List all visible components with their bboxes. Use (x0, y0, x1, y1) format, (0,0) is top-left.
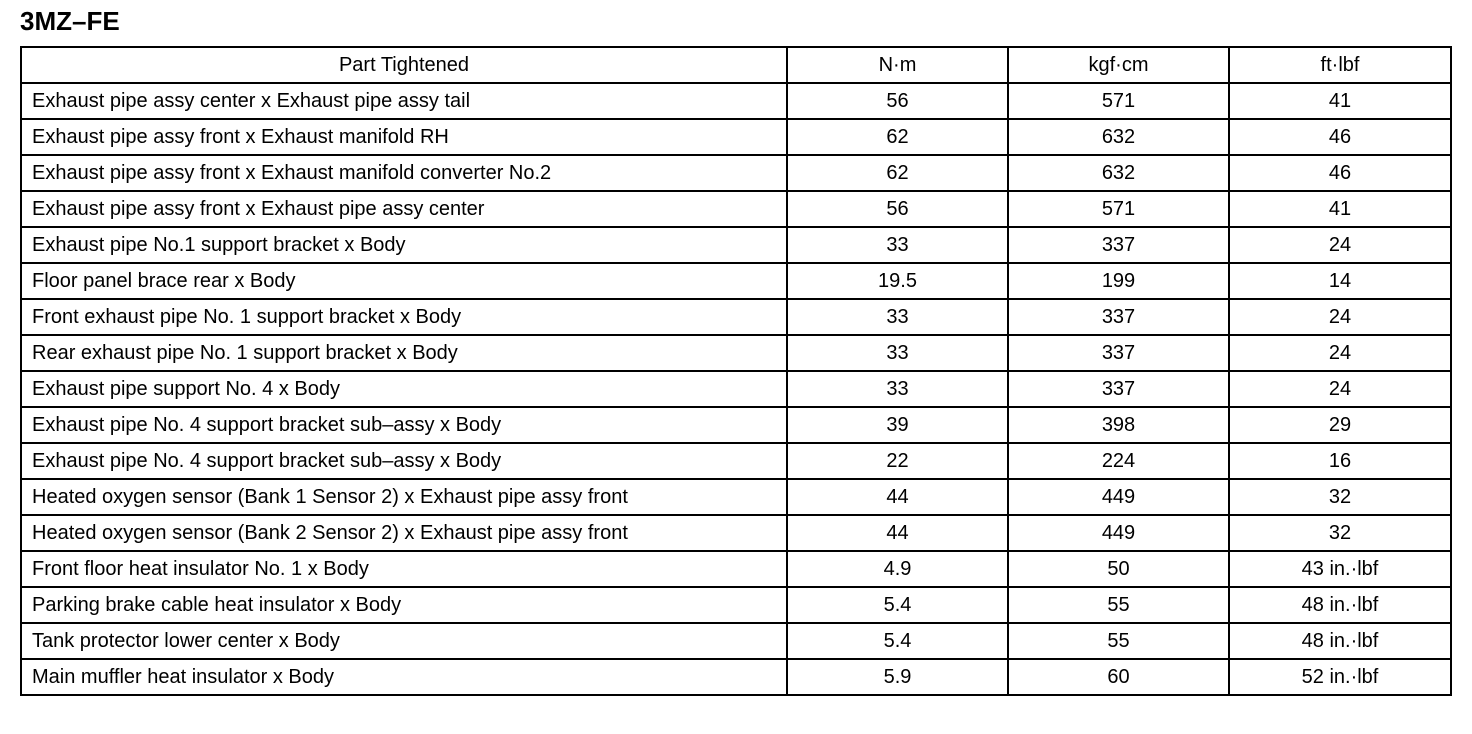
table-row (21, 479, 1451, 515)
table-row (21, 407, 1451, 443)
torque-specification-table (20, 46, 1452, 696)
cell-kgf-cm: 224 (1008, 443, 1229, 479)
cell-part-tightened: Front exhaust pipe No. 1 support bracket x Body (21, 299, 787, 335)
header-part-tightened: Part Tightened (21, 47, 787, 83)
cell-kgf-cm: 449 (1008, 515, 1229, 551)
cell-ft-lbf: 32 (1229, 479, 1451, 515)
cell-newton-meter: 5.9 (787, 659, 1008, 695)
cell-ft-lbf: 41 (1229, 191, 1451, 227)
cell-part-tightened: Exhaust pipe assy front x Exhaust manifold RH (21, 119, 787, 155)
table-row (21, 371, 1451, 407)
cell-newton-meter: 39 (787, 407, 1008, 443)
cell-ft-lbf: 16 (1229, 443, 1451, 479)
table-row (21, 659, 1451, 695)
cell-part-tightened: Heated oxygen sensor (Bank 1 Sensor 2) x Exhaust pipe assy front (21, 479, 787, 515)
cell-part-tightened: Exhaust pipe No.1 support bracket x Body (21, 227, 787, 263)
cell-newton-meter: 44 (787, 479, 1008, 515)
table-row (21, 263, 1451, 299)
cell-part-tightened: Front floor heat insulator No. 1 x Body (21, 551, 787, 587)
cell-newton-meter: 62 (787, 155, 1008, 191)
table-row (21, 515, 1451, 551)
cell-kgf-cm: 50 (1008, 551, 1229, 587)
table-row (21, 551, 1451, 587)
cell-ft-lbf: 24 (1229, 335, 1451, 371)
cell-newton-meter: 56 (787, 191, 1008, 227)
cell-part-tightened: Exhaust pipe No. 4 support bracket sub–assy x Body (21, 443, 787, 479)
cell-kgf-cm: 337 (1008, 371, 1229, 407)
cell-newton-meter: 19.5 (787, 263, 1008, 299)
cell-part-tightened: Parking brake cable heat insulator x Body (21, 587, 787, 623)
cell-newton-meter: 5.4 (787, 587, 1008, 623)
cell-newton-meter: 62 (787, 119, 1008, 155)
cell-ft-lbf: 29 (1229, 407, 1451, 443)
header-newton-meter: N·m (787, 47, 1008, 83)
page-title: 3MZ–FE (20, 6, 120, 36)
cell-ft-lbf: 24 (1229, 371, 1451, 407)
cell-kgf-cm: 337 (1008, 335, 1229, 371)
cell-kgf-cm: 337 (1008, 299, 1229, 335)
table-row (21, 83, 1451, 119)
table-row (21, 191, 1451, 227)
cell-part-tightened: Heated oxygen sensor (Bank 2 Sensor 2) x Exhaust pipe assy front (21, 515, 787, 551)
cell-newton-meter: 44 (787, 515, 1008, 551)
table-row (21, 335, 1451, 371)
cell-kgf-cm: 449 (1008, 479, 1229, 515)
cell-kgf-cm: 398 (1008, 407, 1229, 443)
table-body (21, 83, 1451, 695)
table-row (21, 299, 1451, 335)
cell-newton-meter: 33 (787, 299, 1008, 335)
table-row (21, 119, 1451, 155)
cell-part-tightened: Floor panel brace rear x Body (21, 263, 787, 299)
cell-newton-meter: 5.4 (787, 623, 1008, 659)
table-row (21, 443, 1451, 479)
cell-kgf-cm: 55 (1008, 587, 1229, 623)
cell-kgf-cm: 632 (1008, 155, 1229, 191)
table-row (21, 587, 1451, 623)
cell-part-tightened: Tank protector lower center x Body (21, 623, 787, 659)
cell-kgf-cm: 571 (1008, 191, 1229, 227)
table-row (21, 155, 1451, 191)
cell-ft-lbf: 41 (1229, 83, 1451, 119)
cell-part-tightened: Exhaust pipe assy front x Exhaust pipe assy center (21, 191, 787, 227)
cell-part-tightened: Exhaust pipe assy front x Exhaust manifold converter No.2 (21, 155, 787, 191)
cell-kgf-cm: 55 (1008, 623, 1229, 659)
table-row (21, 623, 1451, 659)
cell-ft-lbf: 48 in.·lbf (1229, 587, 1451, 623)
cell-ft-lbf: 48 in.·lbf (1229, 623, 1451, 659)
cell-kgf-cm: 60 (1008, 659, 1229, 695)
cell-newton-meter: 33 (787, 371, 1008, 407)
cell-part-tightened: Main muffler heat insulator x Body (21, 659, 787, 695)
header-kgf-cm: kgf·cm (1008, 47, 1229, 83)
cell-newton-meter: 33 (787, 227, 1008, 263)
cell-ft-lbf: 32 (1229, 515, 1451, 551)
cell-ft-lbf: 24 (1229, 227, 1451, 263)
cell-newton-meter: 22 (787, 443, 1008, 479)
header-ft-lbf: ft·lbf (1229, 47, 1451, 83)
cell-part-tightened: Exhaust pipe No. 4 support bracket sub–assy x Body (21, 407, 787, 443)
cell-newton-meter: 56 (787, 83, 1008, 119)
cell-ft-lbf: 46 (1229, 119, 1451, 155)
cell-part-tightened: Exhaust pipe support No. 4 x Body (21, 371, 787, 407)
cell-part-tightened: Rear exhaust pipe No. 1 support bracket x Body (21, 335, 787, 371)
cell-kgf-cm: 199 (1008, 263, 1229, 299)
cell-kgf-cm: 337 (1008, 227, 1229, 263)
table-header-row (21, 47, 1451, 83)
cell-ft-lbf: 14 (1229, 263, 1451, 299)
cell-ft-lbf: 52 in.·lbf (1229, 659, 1451, 695)
cell-part-tightened: Exhaust pipe assy center x Exhaust pipe assy tail (21, 83, 787, 119)
cell-kgf-cm: 571 (1008, 83, 1229, 119)
cell-newton-meter: 33 (787, 335, 1008, 371)
cell-ft-lbf: 43 in.·lbf (1229, 551, 1451, 587)
table-row (21, 227, 1451, 263)
cell-ft-lbf: 24 (1229, 299, 1451, 335)
cell-kgf-cm: 632 (1008, 119, 1229, 155)
cell-newton-meter: 4.9 (787, 551, 1008, 587)
cell-ft-lbf: 46 (1229, 155, 1451, 191)
